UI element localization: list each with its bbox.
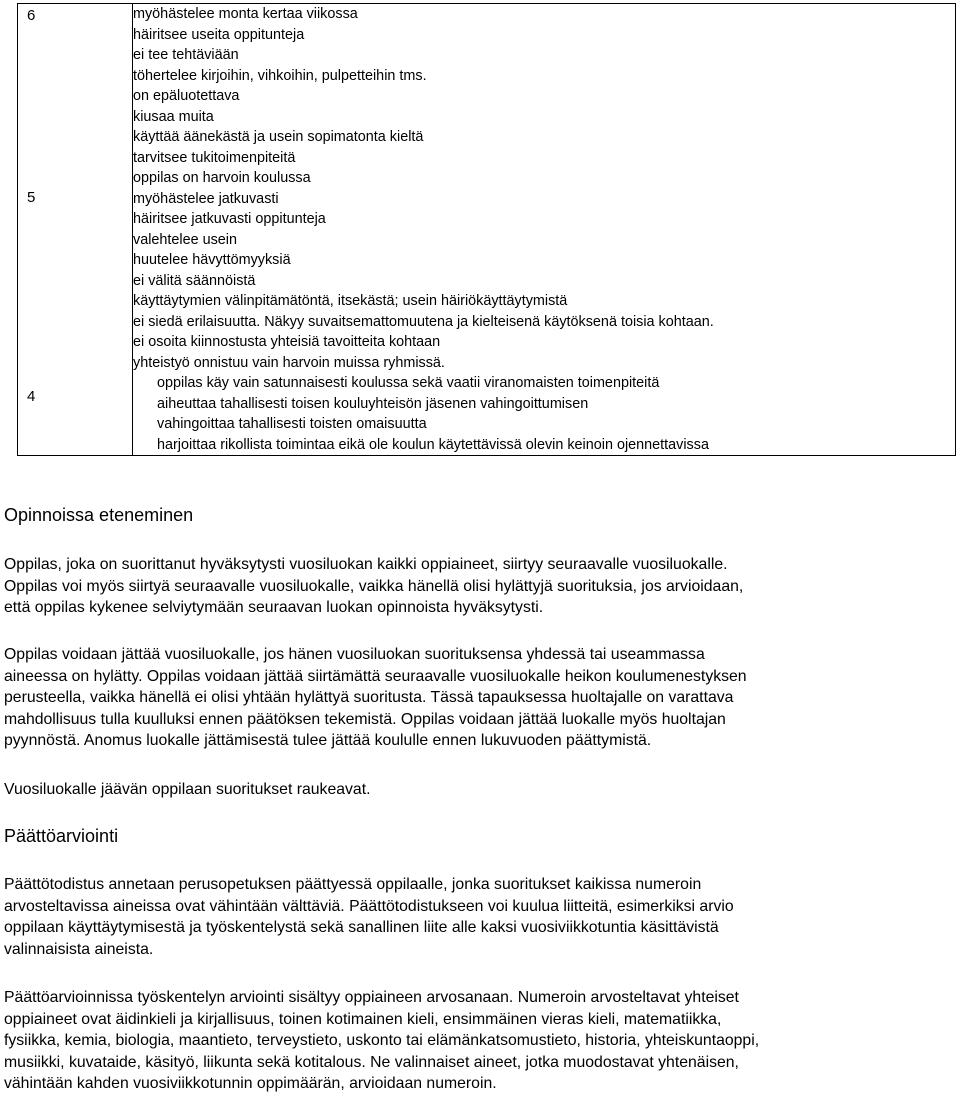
- criterion-line: vahingoittaa tahallisesti toisten omaisuutta: [157, 416, 427, 432]
- text-line: Oppilas voi myös siirtyä seuraavalle vuosiluokalle, vaikka hänellä olisi hylättyjä suorituksia, jos arvioidaan,: [4, 577, 744, 595]
- grade-description-cell: [133, 4, 956, 456]
- text-line: valinnaisista aineista.: [4, 940, 154, 958]
- grade-number: 4: [27, 388, 36, 405]
- text-line: oppiaineet ovat äidinkieli ja kirjallisuus, toinen kotimainen kieli, ensimmäinen vieras kieli, matematiikka,: [4, 1010, 722, 1028]
- text-line: fysiikka, kemia, biologia, maantieto, terveystieto, uskonto tai elämänkatsomustieto, historia, yhteiskuntaoppi,: [4, 1032, 760, 1050]
- criterion-line: oppilas käy vain satunnaisesti koulussa sekä vaatii viranomaisten toimenpiteitä: [157, 375, 660, 391]
- criterion-line: huutelee hävyttömyyksiä: [133, 252, 291, 268]
- paragraph: [4, 644, 954, 752]
- text-line: musiikki, kuvataide, käsityö, liikunta sekä kotitalous. Ne valinnaiset aineet, jotka muodostavat yhtenäisen,: [4, 1053, 739, 1071]
- criterion-line: ei välitä säännöistä: [133, 272, 256, 289]
- text-line: Vuosiluokalle jäävän oppilaan suoritukset raukeavat.: [4, 781, 371, 798]
- criterion-line: myöhästelee monta kertaa viikossa: [133, 6, 358, 22]
- text-line: arvosteltavissa aineissa ovat vähintään välttäviä. Päättötodistukseen voi kuulua liitteitä, esimerkiksi arvio: [4, 897, 734, 915]
- criterion-line: aiheuttaa tahallisesti toisen kouluyhteisön jäsenen vahingoittumisen: [157, 395, 589, 412]
- text-line: Oppilas voidaan jättää vuosiluokalle, jos hänen vuosiluokan suorituksensa yhdessä tai useammassa: [4, 646, 705, 663]
- criterion-line: häiritsee useita oppitunteja: [133, 26, 305, 43]
- criterion-line: häiritsee jatkuvasti oppitunteja: [133, 211, 326, 227]
- criterion-line: ei siedä erilaisuutta. Näkyy suvaitsemattomuutena ja kielteisenä käytöksenä toisia kohtaan.: [133, 313, 714, 330]
- criterion-line: käyttää äänekästä ja usein sopimatonta kieltä: [133, 129, 424, 145]
- paragraph: [4, 987, 954, 1095]
- criterion-line: ei tee tehtäviään: [133, 47, 239, 63]
- text-line: aineessa on hylätty. Oppilas voidaan jättää siirtämättä seuraavalle vuosiluokalle heikon koulumenestyksen: [4, 667, 747, 685]
- criterion-line: töhertelee kirjoihin, vihkoihin, pulpetteihin tms.: [133, 67, 427, 84]
- text-line: että oppilas kykenee selviytymään seuraavan luokan opinnoista hyväksytysti.: [4, 599, 544, 617]
- text-line: oppilaan käyttäytymisestä ja työskentelystä sekä sanallinen liite alle kaksi vuosiviikkotuntia käsittävistä: [4, 919, 719, 937]
- text-line: Oppilas, joka on suorittanut hyväksytysti vuosiluokan kaikki oppiaineet, siirtyy seuraavalle vuosiluokalle.: [4, 556, 728, 573]
- behavior-grade-table: [17, 3, 956, 456]
- text-line: perusteella, vaikka hänellä ei olisi yhtään hylättyä suoritusta. Tässä tapauksessa huoltajalle on varattava: [4, 689, 734, 707]
- paragraph: [4, 874, 954, 960]
- paragraph: [4, 554, 954, 619]
- text-line: Päättöarvioinnissa työskentelyn arviointi sisältyy oppiaineen arvosanaan. Numeroin arvosteltavat yhteiset: [4, 989, 739, 1006]
- text-line: mahdollisuus tulla kuulluksi ennen päätöksen tekemistä. Oppilas voidaan jättää luokalle myös huoltajan: [4, 710, 726, 728]
- grade-number: 5: [27, 189, 36, 206]
- section-heading-final: Päättöarviointi: [4, 826, 119, 846]
- text-line: pyynnöstä. Anomus luokalle jättämisestä tulee jättää koululle ennen lukuvuoden päättymistä.: [4, 732, 652, 750]
- criterion-line: on epäluotettava: [133, 88, 240, 104]
- criterion-line: harjoittaa rikollista toimintaa eikä ole koulun käytettävissä olevin keinoin ojennettavissa: [157, 436, 709, 453]
- text-line: Päättötodistus annetaan perusopetuksen päättyessä oppilaalle, jonka suoritukset kaikissa numeroin: [4, 876, 702, 893]
- criterion-line: valehtelee usein: [133, 231, 238, 248]
- criterion-line: kiusaa muita: [133, 108, 214, 125]
- table-row: [18, 4, 956, 456]
- section-heading-progress: Opinnoissa eteneminen: [4, 505, 194, 525]
- criterion-line: ei osoita kiinnostusta yhteisiä tavoitteita kohtaan: [133, 334, 441, 350]
- criterion-line: oppilas on harvoin koulussa: [133, 170, 311, 186]
- paragraph: [4, 779, 954, 801]
- grade-number: 6: [27, 7, 36, 24]
- criterion-line: myöhästelee jatkuvasti: [133, 190, 279, 207]
- criterion-line: käyttäytymien välinpitämätöntä, itsekästä; usein häiriökäyttäytymistä: [133, 293, 568, 309]
- grade-cell: [18, 4, 133, 456]
- text-line: vähintään kahden vuosiviikkotunnin oppimäärän, arvioidaan numeroin.: [4, 1075, 497, 1093]
- criterion-line: yhteistyö onnistuu vain harvoin muissa ryhmissä.: [133, 354, 445, 371]
- criterion-line: tarvitsee tukitoimenpiteitä: [133, 149, 296, 166]
